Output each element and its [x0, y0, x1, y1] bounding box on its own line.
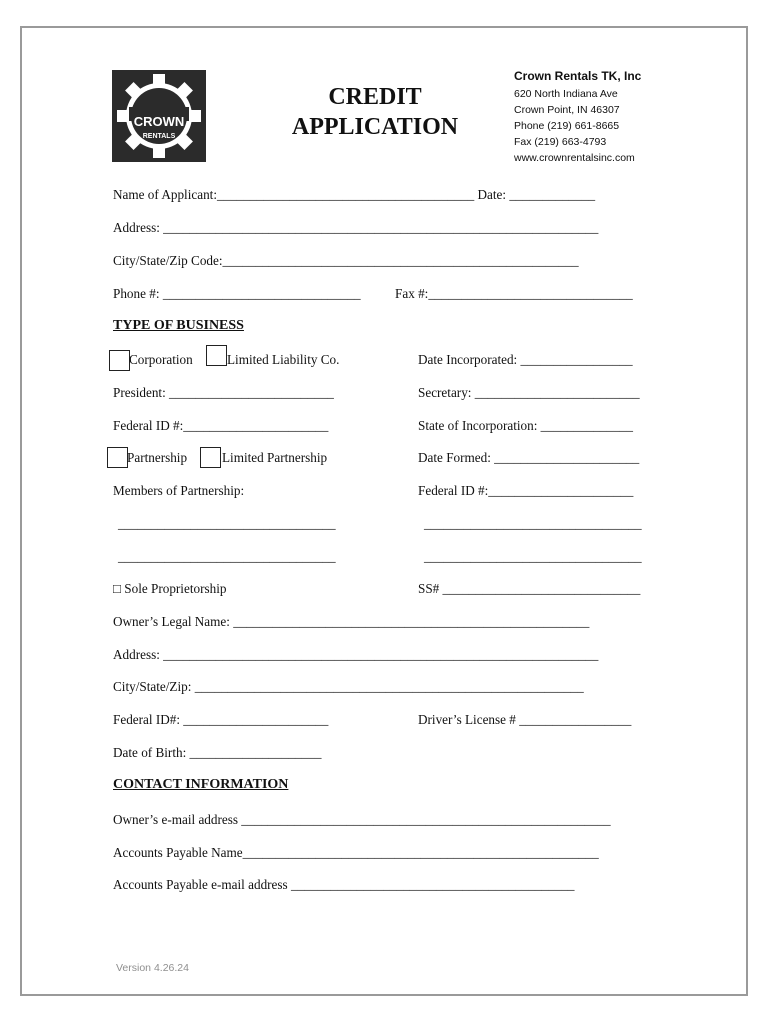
- limited-partnership-checkbox[interactable]: [200, 447, 221, 468]
- owner-city-state-zip-field[interactable]: City/State/Zip: ___________________________________________________________: [113, 679, 584, 694]
- fax-field[interactable]: Fax #:_______________________________: [395, 286, 633, 301]
- logo-text-rentals: RENTALS: [142, 133, 176, 140]
- owner-address-field[interactable]: Address: __________________________________________________________________: [113, 647, 599, 662]
- owners-legal-name-field[interactable]: Owner’s Legal Name: ______________________________________________________: [113, 614, 590, 629]
- member-line-left-1[interactable]: _________________________________: [118, 516, 336, 531]
- accounts-payable-email-field[interactable]: Accounts Payable e-mail address ___________________________________________: [113, 877, 575, 892]
- corporation-label: Corporation: [129, 352, 193, 367]
- phone-field[interactable]: Phone #: ______________________________: [113, 286, 361, 301]
- president-field[interactable]: President: _________________________: [113, 385, 334, 400]
- name-of-applicant-field[interactable]: Name of Applicant:_______________________________________ Date: _____________: [113, 187, 596, 202]
- city-state-zip-code-field[interactable]: City/State/Zip Code:______________________________________________________: [113, 253, 579, 268]
- address-field[interactable]: Address: __________________________________________________________________: [113, 220, 599, 235]
- company-info: [514, 68, 641, 166]
- corporation-checkbox[interactable]: [109, 350, 130, 371]
- limited-liability-co-checkbox[interactable]: [206, 345, 227, 366]
- crown-rentals-logo: [112, 70, 206, 162]
- title-line-2: APPLICATION: [291, 114, 459, 140]
- partnership-checkbox[interactable]: [107, 447, 128, 468]
- company-address-2: Crown Point, IN 46307: [514, 104, 620, 116]
- owners-email-field[interactable]: Owner’s e-mail address ________________________________________________________: [113, 812, 611, 827]
- logo-text-crown: CROWN: [133, 114, 185, 129]
- drivers-license-field[interactable]: Driver’s License # _________________: [418, 712, 632, 727]
- state-of-incorporation-field[interactable]: State of Incorporation: ______________: [418, 418, 633, 433]
- member-line-right-2[interactable]: _________________________________: [424, 549, 642, 564]
- version-label: Version 4.26.24: [116, 962, 189, 974]
- company-website: www.crownrentalsinc.com: [514, 152, 635, 164]
- company-address-1: 620 North Indiana Ave: [514, 88, 618, 100]
- company-name: Crown Rentals TK, Inc: [514, 69, 642, 83]
- federal-id-partnership-field[interactable]: Federal ID #:______________________: [418, 483, 634, 498]
- sole-proprietorship-checkbox[interactable]: □ Sole Proprietorship: [113, 581, 227, 596]
- contact-information-heading: CONTACT INFORMATION: [113, 777, 289, 792]
- gear-logo-icon: [112, 70, 206, 162]
- type-of-business-heading: TYPE OF BUSINESS: [113, 318, 244, 333]
- company-fax: Fax (219) 663-4793: [514, 136, 607, 148]
- date-incorporated-field[interactable]: Date Incorporated: _________________: [418, 352, 633, 367]
- date-formed-field[interactable]: Date Formed: ______________________: [418, 450, 640, 465]
- federal-id-corporation-field[interactable]: Federal ID #:______________________: [113, 418, 329, 433]
- date-of-birth-field[interactable]: Date of Birth: ____________________: [113, 745, 322, 760]
- member-line-left-2[interactable]: _________________________________: [118, 549, 336, 564]
- form-title: [270, 82, 480, 142]
- members-of-partnership-label: Members of Partnership:: [113, 483, 245, 498]
- limited-liability-co-label: Limited Liability Co.: [227, 352, 340, 367]
- federal-id-owner-field[interactable]: Federal ID#: ______________________: [113, 712, 329, 727]
- limited-partnership-label: Limited Partnership: [222, 450, 328, 465]
- accounts-payable-name-field[interactable]: Accounts Payable Name______________________________________________________: [113, 845, 599, 860]
- partnership-label: Partnership: [127, 450, 188, 465]
- ss-field[interactable]: SS# ______________________________: [418, 581, 641, 596]
- secretary-field[interactable]: Secretary: _________________________: [418, 385, 640, 400]
- title-line-1: CREDIT: [328, 84, 422, 110]
- company-phone: Phone (219) 661-8665: [514, 120, 620, 132]
- member-line-right-1[interactable]: _________________________________: [424, 516, 642, 531]
